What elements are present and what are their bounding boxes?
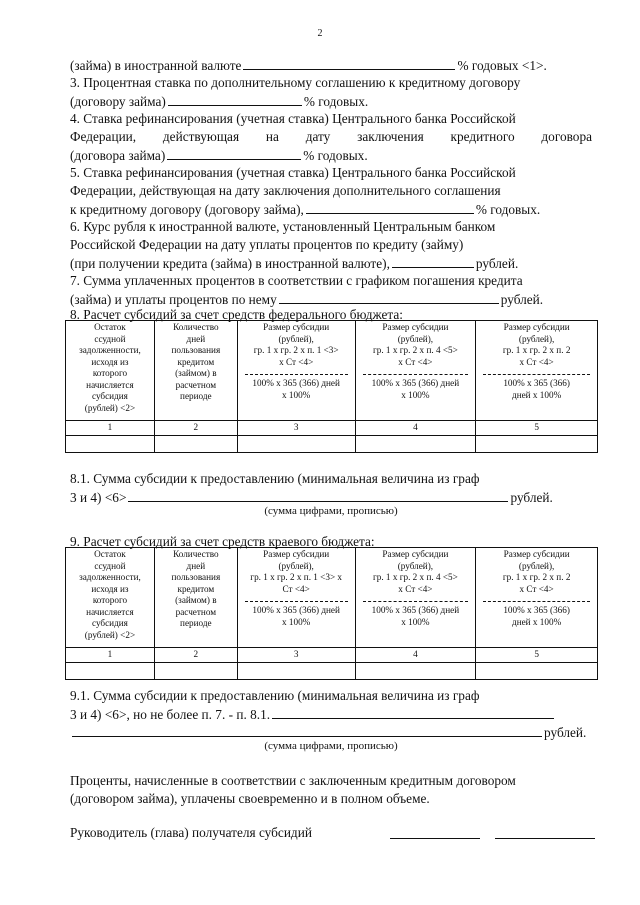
input-cell[interactable] (154, 662, 237, 679)
page-number: 2 (317, 28, 323, 39)
formula-divider (363, 374, 469, 375)
name-field[interactable] (495, 838, 595, 839)
signature-field[interactable] (390, 838, 480, 839)
input-cell[interactable] (355, 435, 476, 452)
item-7-line1: 7. Сумма уплаченных процентов в соответствии с графиком погашения кредита (70, 273, 523, 288)
blank-field[interactable] (168, 92, 302, 106)
input-cell[interactable] (66, 435, 155, 452)
formula-divider (483, 374, 590, 375)
section-8-title: 8. Расчет субсидий за счет средств федерального бюджета: (70, 307, 403, 322)
item-9-1-line3: рублей. (70, 723, 592, 742)
input-cell[interactable] (237, 662, 355, 679)
header-days: Количество дней пользования кредитом (займом) в расчетном периоде (154, 548, 237, 648)
input-cell[interactable] (237, 435, 355, 452)
blank-field[interactable] (272, 705, 554, 719)
header-days: Количество дней пользования кредитом (займом) в расчетном периоде (154, 321, 237, 421)
blank-field[interactable] (279, 290, 499, 304)
header-balance: Остаток ссудной задолженности, исходя из которого начисляется субсидия (рублей) <2> (66, 321, 155, 421)
item-9-1-line1: 9.1. Сумма субсидии к предоставлению (минимальная величина из граф (70, 688, 480, 703)
item-6-line2: Российской Федерации на дату уплаты процентов по кредиту (займу) (70, 237, 464, 252)
input-cell[interactable] (476, 435, 598, 452)
item-3-line1: 3. Процентная ставка по дополнительному соглашению к кредитному договору (70, 75, 521, 90)
item-3-line2: (договору займа) % годовых. (70, 94, 369, 109)
regional-calc-table (65, 547, 598, 680)
header-balance: Остаток ссудной задолженности, исходя из которого начисляется субсидия (рублей) <2> (66, 548, 155, 648)
blank-field[interactable] (167, 146, 301, 160)
amount-caption: (сумма цифрами, прописью) (264, 505, 398, 517)
formula-divider (245, 374, 348, 375)
item-4-line1: 4. Ставка рефинансирования (учетная ставка) Центрального банка Российской (70, 111, 516, 126)
table-header-row (66, 548, 598, 648)
item-5-line1: 5. Ставка рефинансирования (учетная ставка) Центрального банка Российской (70, 165, 516, 180)
input-cell[interactable] (476, 662, 598, 679)
conclusion-line1: Проценты, начисленные в соответствии с заключенным кредитным договором (70, 773, 516, 788)
table-row (66, 662, 598, 679)
input-cell[interactable] (66, 662, 155, 679)
header-subsidy-formula-3: Размер субсидии (рублей), гр. 1 x гр. 2 x п. 2 x Ст <4> 100% x 365 (366) дней x 100% (476, 321, 598, 421)
column-number-row: 1 2 3 4 5 (66, 648, 598, 663)
blank-field[interactable] (306, 200, 474, 214)
column-number-row: 1 2 3 4 5 (66, 421, 598, 436)
federal-calc-table (65, 320, 598, 453)
item-8-1-line1: 8.1. Сумма субсидии к предоставлению (минимальная величина из граф (70, 471, 480, 486)
header-subsidy-formula-2: Размер субсидии (рублей), гр. 1 x гр. 2 x п. 4 <5> x Ст <4> 100% x 365 (366) дней x 100% (355, 548, 476, 648)
header-subsidy-formula-3: Размер субсидии (рублей), гр. 1 x гр. 2 x п. 2 x Ст <4> 100% x 365 (366) дней x 100% (476, 548, 598, 648)
item-4-line2: Федерации, действующая на дату заключения кредитного договора (70, 129, 592, 144)
input-cell[interactable] (154, 435, 237, 452)
input-cell[interactable] (355, 662, 476, 679)
table-header-row (66, 321, 598, 421)
blank-field[interactable] (128, 488, 508, 502)
formula-divider (363, 601, 469, 602)
section-9-title: 9. Расчет субсидий за счет средств краевого бюджета: (70, 534, 375, 549)
item-9-1-line2: 3 и 4) <6>, но не более п. 7. - п. 8.1. (70, 705, 592, 724)
blank-field[interactable] (72, 723, 542, 737)
formula-divider (245, 601, 348, 602)
header-subsidy-formula-2: Размер субсидии (рублей), гр. 1 x гр. 2 x п. 4 <5> x Ст <4> 100% x 365 (366) дней x 100% (355, 321, 476, 421)
conclusion-line2: (договором займа), уплачены своевременно и в полном объеме. (70, 791, 430, 806)
header-subsidy-formula-1: Размер субсидии (рублей), гр. 1 x гр. 2 x п. 1 <3> x Ст <4> 100% x 365 (366) дней x 100% (237, 548, 355, 648)
header-subsidy-formula-1: Размер субсидии (рублей), гр. 1 x гр. 2 x п. 1 <3> x Ст <4> 100% x 365 (366) дней x 100% (237, 321, 355, 421)
item-7-line2: (займа) и уплаты процентов по нему рублей. (70, 292, 544, 307)
formula-divider (483, 601, 590, 602)
item-4-line3: (договора займа) % годовых. (70, 148, 368, 163)
item-6-line1: 6. Курс рубля к иностранной валюте, установленный Центральным банком (70, 219, 496, 234)
amount-caption: (сумма цифрами, прописью) (264, 740, 398, 752)
table-row (66, 435, 598, 452)
item-5-line3: к кредитному договору (договору займа), % годовых. (70, 202, 541, 217)
blank-field[interactable] (392, 254, 474, 268)
item-5-line2: Федерации, действующая на дату заключения дополнительного соглашения (70, 183, 501, 198)
item-6-line3: (при получении кредита (займа) в иностранной валюте), рублей. (70, 256, 519, 271)
signature-label: Руководитель (глава) получателя субсидий (70, 825, 312, 840)
blank-field[interactable] (243, 56, 455, 70)
line-foreign-rate: (займа) в иностранной валюте % годовых <1>. (70, 58, 547, 73)
item-8-1-line2: 3 и 4) <6> рублей. (70, 490, 553, 505)
